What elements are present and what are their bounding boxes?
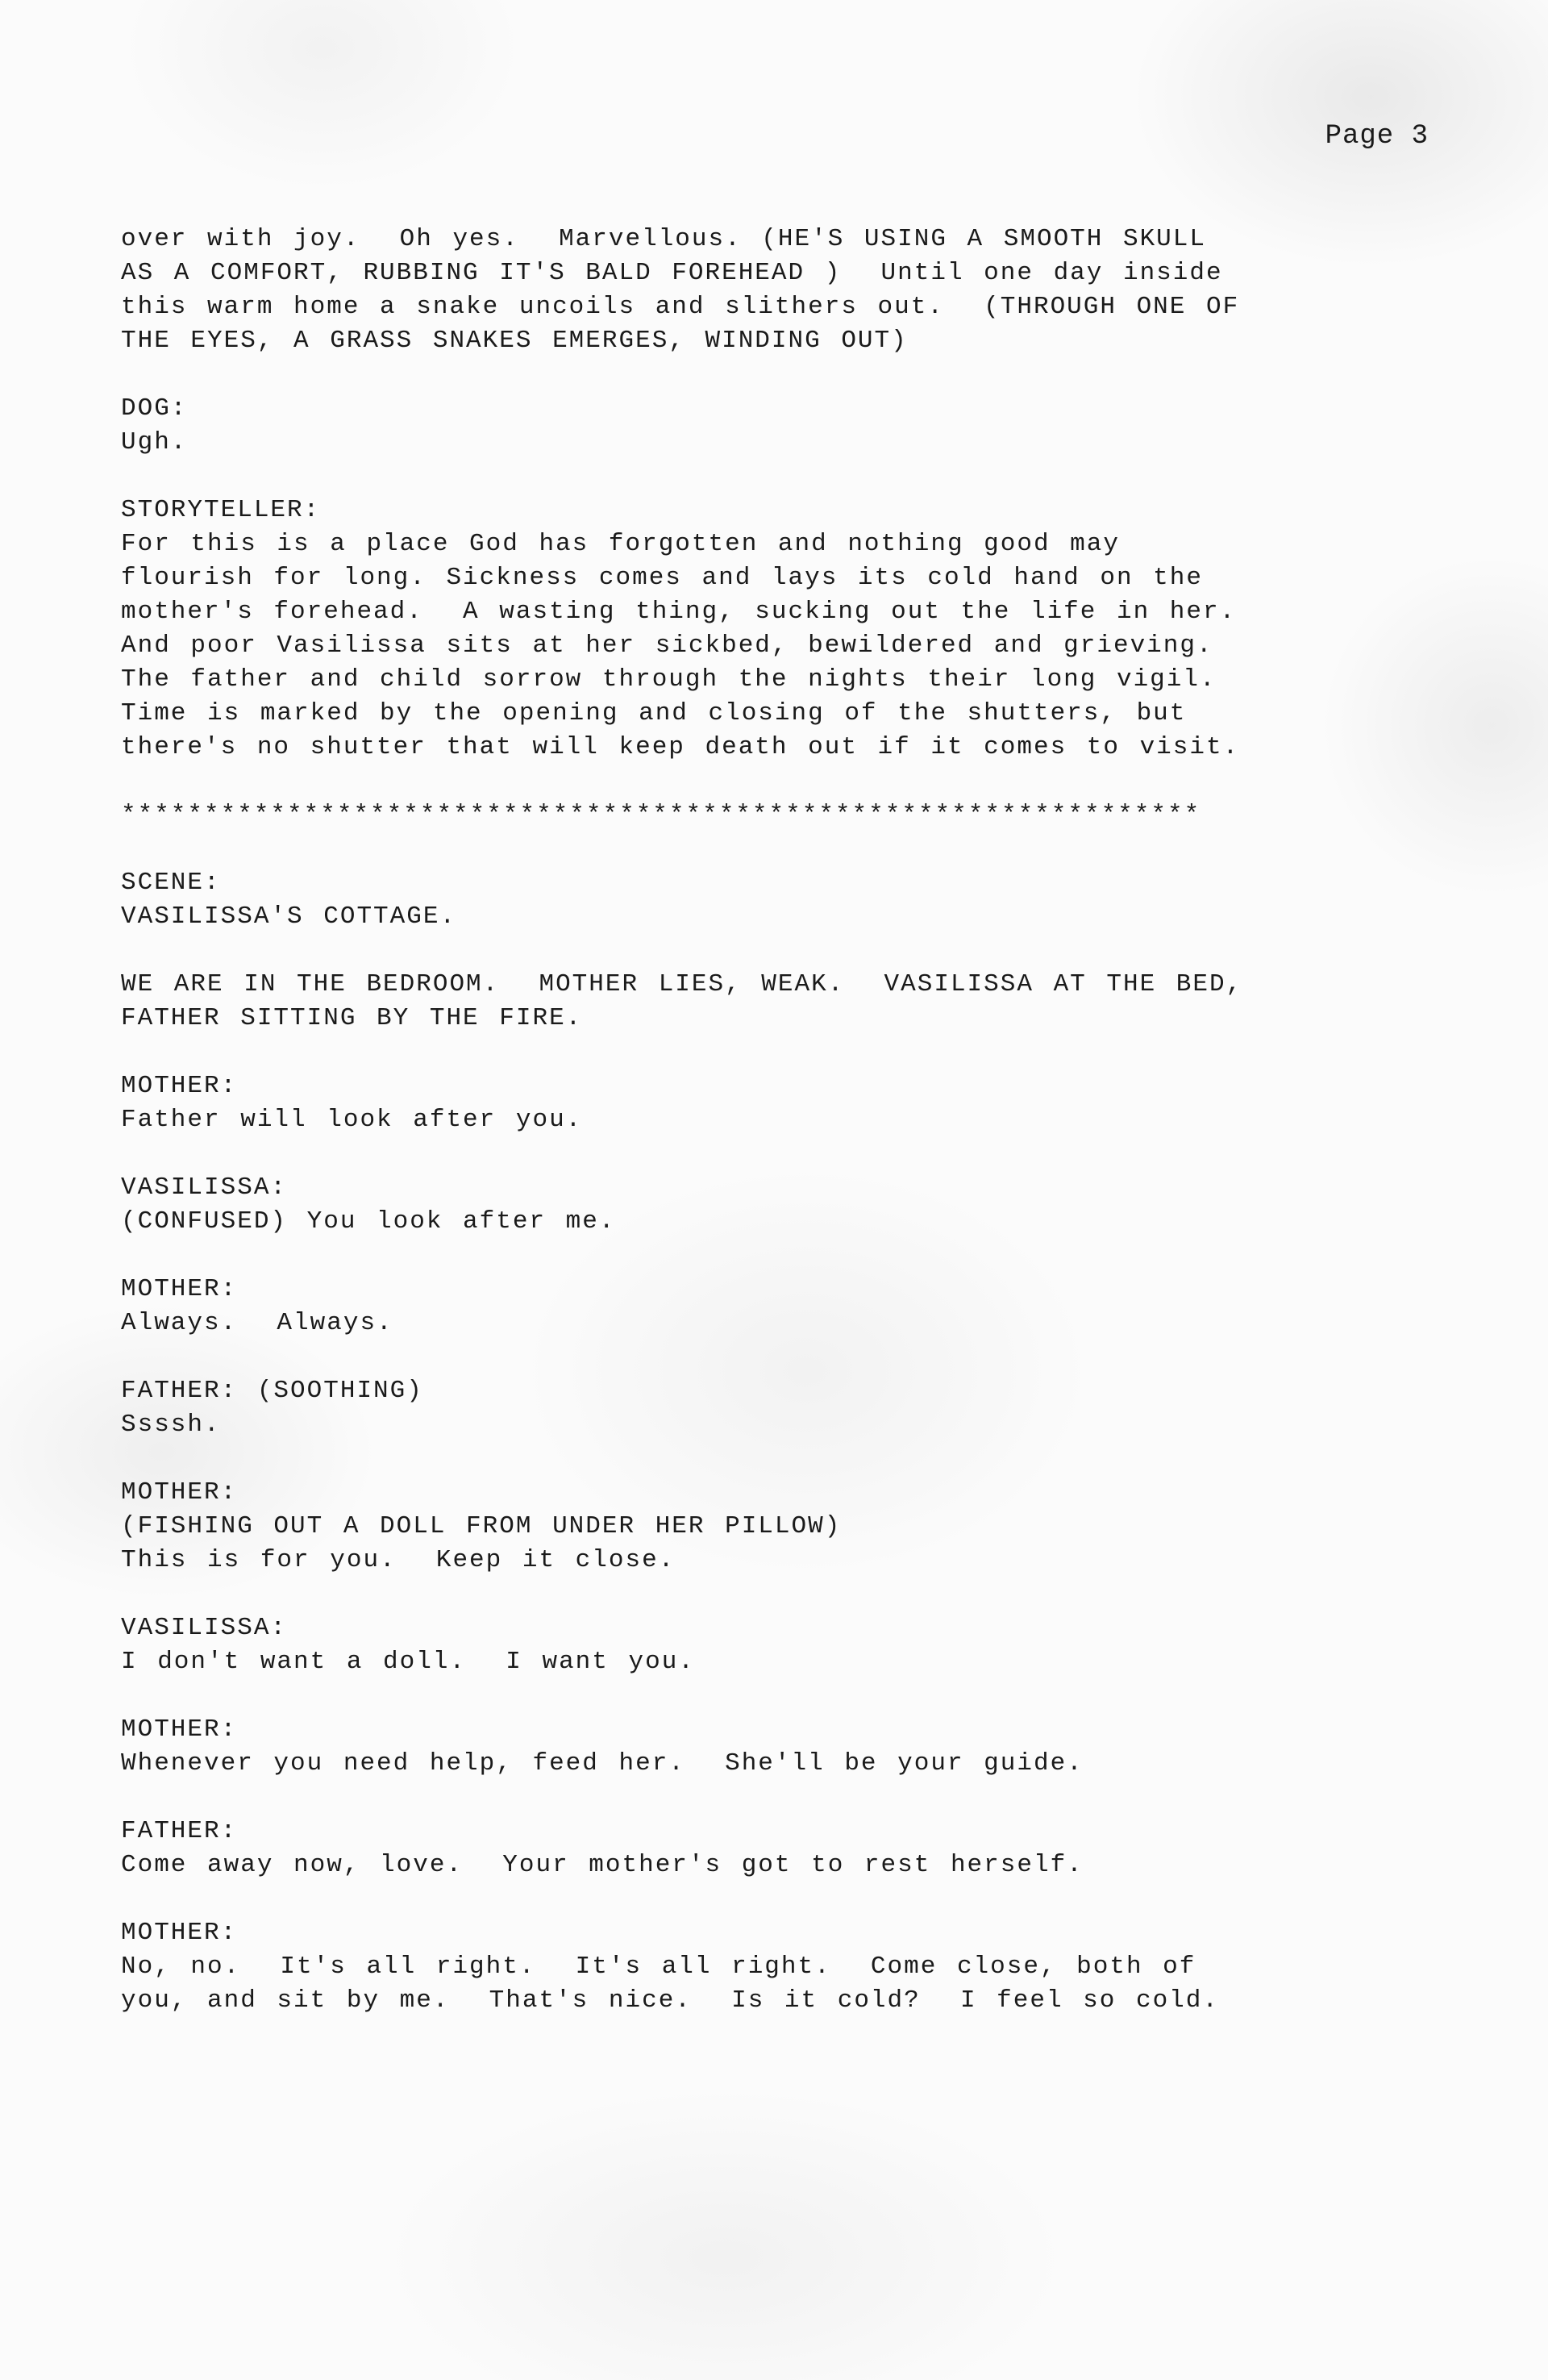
- script-line: DOG:: [121, 394, 188, 423]
- script-line: Ssssh.: [121, 1411, 221, 1439]
- script-line: The father and child sorrow through the nights their long vigil.: [121, 665, 1217, 694]
- script-line: THE EYES, A GRASS SNAKES EMERGES, WINDING OUT): [121, 327, 908, 355]
- script-line: (CONFUSED) You look after me.: [121, 1207, 616, 1236]
- script-line: FATHER:: [121, 1817, 238, 1845]
- block-spacer: [121, 1578, 1443, 1611]
- script-line: MOTHER:: [121, 1275, 238, 1303]
- script-line: FATHER: (SOOTHING): [121, 1377, 423, 1405]
- script-block: [121, 1374, 1443, 1442]
- script-block: [121, 866, 1443, 934]
- script-line: FATHER SITTING BY THE FIRE.: [121, 1004, 583, 1032]
- script-line: over with joy. Oh yes. Marvellous. (HE'S USING A SMOOTH SKULL: [121, 225, 1206, 253]
- script-line: Father will look after you.: [121, 1106, 583, 1134]
- script-block: [121, 392, 1443, 460]
- script-block: [121, 968, 1443, 1036]
- block-spacer: [121, 1340, 1443, 1374]
- script-line: (FISHING OUT A DOLL FROM UNDER HER PILLOW): [121, 1512, 842, 1540]
- script-line: MOTHER:: [121, 1715, 238, 1744]
- script-block: [121, 494, 1443, 765]
- block-spacer: [121, 1239, 1443, 1273]
- script-line: *****************************************************************: [121, 801, 1201, 829]
- block-spacer: [121, 934, 1443, 968]
- script-block: [121, 1273, 1443, 1340]
- block-spacer: [121, 1036, 1443, 1069]
- block-spacer: [121, 1882, 1443, 1916]
- block-spacer: [121, 358, 1443, 392]
- script-line: MOTHER:: [121, 1072, 238, 1100]
- block-spacer: [121, 460, 1443, 494]
- script-line: Come away now, love. Your mother's got to rest herself.: [121, 1851, 1084, 1879]
- script-line: Ugh.: [121, 428, 188, 456]
- script-block: [121, 1476, 1443, 1578]
- script-line: VASILISSA'S COTTAGE.: [121, 902, 457, 931]
- script-block: [121, 1069, 1443, 1137]
- script-block: [121, 223, 1443, 358]
- script-line: mother's forehead. A wasting thing, sucking out the life in her.: [121, 598, 1237, 626]
- script-block: [121, 1611, 1443, 1679]
- script-line: MOTHER:: [121, 1919, 238, 1947]
- script-line: you, and sit by me. That's nice. Is it cold? I feel so cold.: [121, 1986, 1219, 2015]
- script-line: VASILISSA:: [121, 1614, 288, 1642]
- script-line: WE ARE IN THE BEDROOM. MOTHER LIES, WEAK. VASILISSA AT THE BED,: [121, 970, 1243, 998]
- script-line: MOTHER:: [121, 1478, 238, 1507]
- script-line: there's no shutter that will keep death out if it comes to visit.: [121, 733, 1240, 761]
- block-spacer: [121, 1442, 1443, 1476]
- block-spacer: [121, 1781, 1443, 1815]
- script-block: [121, 1815, 1443, 1882]
- script-line: this warm home a snake uncoils and slithers out. (THROUGH ONE OF: [121, 293, 1240, 321]
- script-line: And poor Vasilissa sits at her sickbed, bewildered and grieving.: [121, 631, 1213, 660]
- block-spacer: [121, 832, 1443, 866]
- script-line: Time is marked by the opening and closing of the shutters, but: [121, 699, 1187, 727]
- page-number: Page 3: [1325, 121, 1429, 152]
- script-line: VASILISSA:: [121, 1173, 288, 1202]
- script-line: No, no. It's all right. It's all right. Come close, both of: [121, 1953, 1196, 1981]
- script-line: STORYTELLER:: [121, 496, 321, 524]
- script-line: This is for you. Keep it close.: [121, 1546, 676, 1574]
- script-line: SCENE:: [121, 869, 221, 897]
- script-block: [121, 798, 1443, 832]
- script-line: For this is a place God has forgotten and nothing good may: [121, 530, 1120, 558]
- script-line: flourish for long. Sickness comes and lays its cold hand on the: [121, 564, 1203, 592]
- script-line: I don't want a doll. I want you.: [121, 1648, 695, 1676]
- block-spacer: [121, 765, 1443, 798]
- script-line: AS A COMFORT, RUBBING IT'S BALD FOREHEAD ) Until one day inside: [121, 259, 1223, 287]
- block-spacer: [121, 1137, 1443, 1171]
- script-line: Always. Always.: [121, 1309, 393, 1337]
- script-block: [121, 1916, 1443, 2018]
- block-spacer: [121, 1679, 1443, 1713]
- script-block: [121, 1171, 1443, 1239]
- script-body: [121, 223, 1443, 2018]
- script-block: [121, 1713, 1443, 1781]
- script-line: Whenever you need help, feed her. She'll be your guide.: [121, 1749, 1084, 1778]
